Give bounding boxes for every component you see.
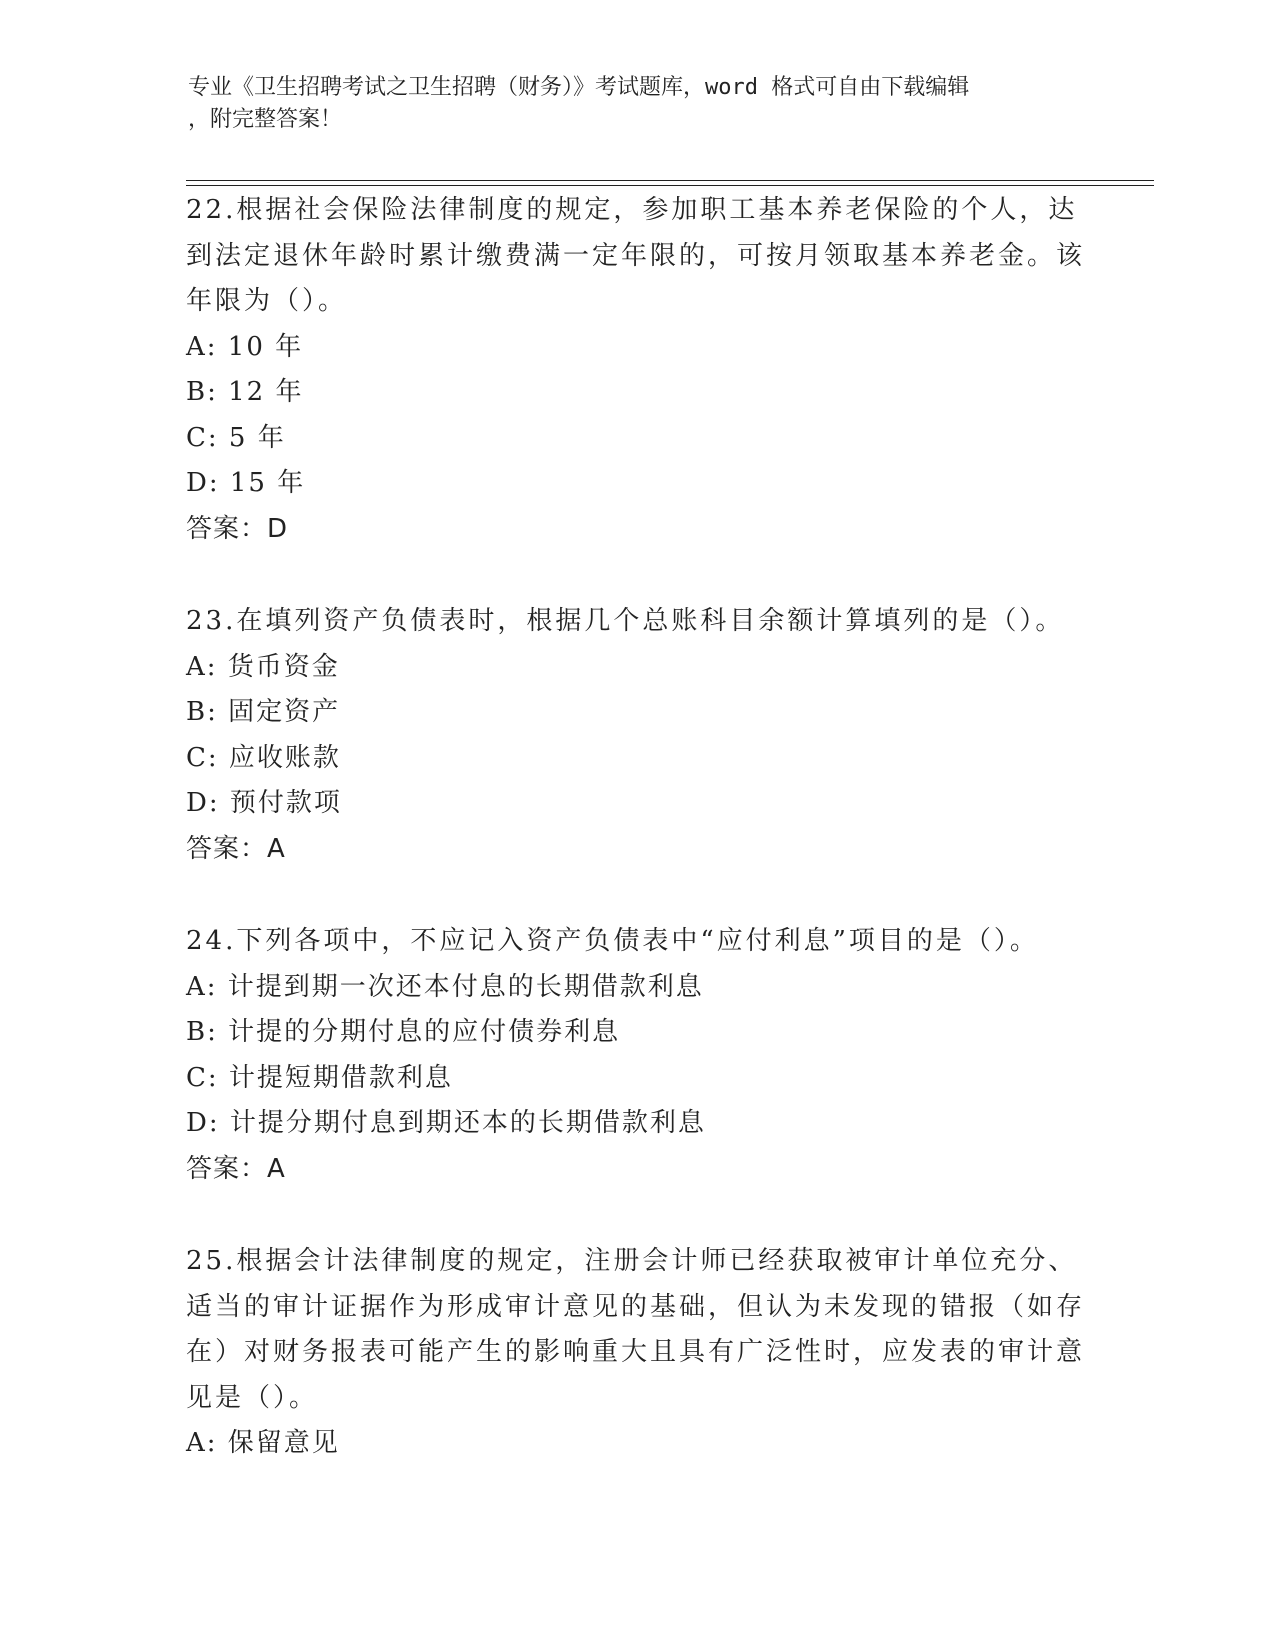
option-b: B: 12 年 [186, 377, 304, 407]
question-list [186, 188, 1086, 1514]
question-23 [186, 599, 1086, 872]
option-c: C: 5 年 [186, 422, 286, 453]
option-a: A: 货币资金 [186, 651, 340, 682]
option-a: A: 10 年 [186, 331, 304, 362]
option-d: D: 预付款项 [186, 788, 342, 818]
question-stem: 25.根据会计法律制度的规定，注册会计师已经获取被审计单位充分、适当的审计证据作为形成审计意见的基础，但认为未发现的错报（如存在）对财务报表可能产生的影响重大且具有广泛性时，应发表的审计意见是（）。 [186, 1246, 1086, 1413]
answer-label: 答案：D [186, 513, 289, 544]
option-d: D: 计提分期付息到期还本的长期借款利息 [186, 1108, 706, 1138]
question-stem: 23.在填列资产负债表时，根据几个总账科目余额计算填列的是（）。 [186, 606, 1065, 636]
answer-label: 答案：A [186, 1153, 286, 1184]
question-stem: 22.根据社会保险法律制度的规定，参加职工基本养老保险的个人，达到法定退休年龄时累计缴费满一定年限的，可按月领取基本养老金。该年限为（）。 [186, 195, 1086, 316]
header-line-2: ，附完整答案！ [188, 107, 343, 132]
document-header [188, 72, 1068, 136]
option-a: A: 计提到期一次还本付息的长期借款利息 [186, 971, 704, 1002]
header-divider-bottom [186, 185, 1154, 186]
option-a: A: 保留意见 [186, 1428, 340, 1458]
question-stem: 24.下列各项中，不应记入资产负债表中“应付利息”项目的是（）。 [186, 926, 1039, 956]
question-24 [186, 919, 1086, 1192]
question-22 [186, 188, 1086, 552]
option-b: B: 固定资产 [186, 697, 341, 727]
header-divider-top [186, 180, 1154, 181]
question-25 [186, 1239, 1086, 1467]
option-d: D: 15 年 [186, 468, 306, 498]
option-c: C: 应收账款 [186, 742, 341, 773]
header-line-1: 专业《卫生招聘考试之卫生招聘（财务）》考试题库，word 格式可自由下载编辑 [188, 75, 970, 100]
option-b: B: 计提的分期付息的应付债券利息 [186, 1017, 621, 1047]
option-c: C: 计提短期借款利息 [186, 1062, 453, 1093]
answer-label: 答案：A [186, 833, 286, 864]
